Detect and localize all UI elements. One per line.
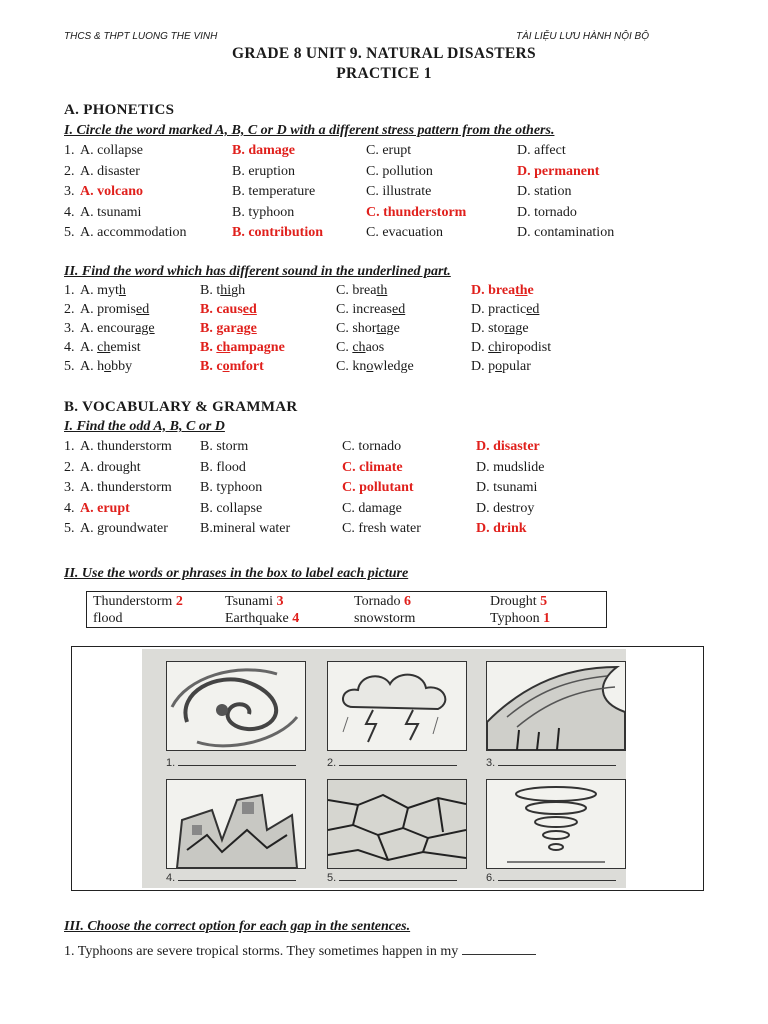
earthquake-picture [166,779,306,869]
section-b-heading: B. VOCABULARY & GRAMMAR [64,399,298,415]
option-d[interactable]: D. drink [476,521,527,536]
option-c[interactable]: C. erupt [366,143,412,158]
option-b[interactable]: B. flood [200,459,246,475]
underlined-part: hi [220,283,232,298]
question-number: 1. [64,439,75,454]
option-d[interactable]: D. popular [471,359,531,374]
option-c[interactable]: C. chaos [336,340,385,355]
option-a[interactable]: A. erupt [80,500,130,516]
option-d[interactable]: D. tsunami [476,480,538,495]
box-item: flood [93,611,123,626]
underlined-part: o [366,359,374,374]
option-b[interactable]: B. garage [200,321,257,336]
tornado-picture [486,779,626,869]
thunderstorm-picture [327,661,467,751]
option-d[interactable]: D. practiced [471,302,540,317]
underlined-part: ed [136,302,150,317]
option-a[interactable]: A. collapse [80,143,143,158]
option-c[interactable]: C. evacuation [366,225,443,240]
caption-3: 3. [486,757,616,769]
option-c[interactable]: C. thunderstorm [366,204,467,220]
option-c[interactable]: C. shortage [336,321,400,336]
option-c[interactable]: C. tornado [342,439,402,454]
drought-picture [327,779,467,869]
disaster-photo [142,649,626,888]
option-b[interactable]: B.mineral water [200,521,291,536]
option-a[interactable]: A. hobby [80,359,133,374]
option-d[interactable]: D. tornado [517,204,577,220]
box-item: Tornado 6 [354,594,411,609]
option-b[interactable]: B. eruption [232,163,295,179]
section-b-part1-instruction: I. Find the odd A, B, C or D [64,419,225,434]
question-number: 3. [64,321,75,336]
box-item: snowstorm [354,611,416,626]
question-number: 2. [64,163,75,179]
underlined-part: ed [391,302,406,317]
underlined-part: tag [376,321,394,336]
section-a-part2-instruction: II. Find the word which has different sound in the underlined part. [64,264,451,279]
question-number: 1. [64,283,75,298]
option-b[interactable]: B. temperature [232,184,316,199]
question-number: 5. [64,225,75,240]
option-a[interactable]: A. disaster [80,163,140,179]
header-school: THCS & THPT LUONG THE VINH [64,31,218,42]
question-number: 5. [64,521,75,536]
underlined-part: ed [242,302,257,317]
header-note: TÀI LIỆU LƯU HÀNH NỘI BỘ [516,31,649,42]
option-c[interactable]: C. climate [342,459,403,475]
underlined-part: rag [504,321,523,336]
section-a-heading: A. PHONETICS [64,102,175,118]
option-d[interactable]: D. chiropodist [471,340,552,355]
option-a[interactable]: A. groundwater [80,521,168,536]
option-c[interactable]: C. illustrate [366,184,432,199]
option-a[interactable]: A. encourage [80,321,155,336]
underlined-part: o [495,359,503,374]
caption-2: 2. [327,757,457,769]
option-c[interactable]: C. pollutant [342,480,414,495]
option-b[interactable]: B. caused [200,302,257,317]
option-b[interactable]: B. contribution [232,225,324,240]
option-d[interactable]: D. contamination [517,225,615,240]
section-b-part3-instruction: III. Choose the correct option for each gap in the sentences. [64,919,411,934]
question-number: 4. [64,500,75,516]
option-c[interactable]: C. fresh water [342,521,421,536]
word-box [86,591,607,628]
option-a[interactable]: A. thunderstorm [80,480,172,495]
underlined-part: age [236,321,257,336]
option-c[interactable]: C. increased [336,302,406,317]
underlined-part: th [515,283,528,298]
typhoon-picture [166,661,306,751]
underlined-part: ch [216,340,231,355]
question-number: 2. [64,459,75,475]
box-item: Drought 5 [490,594,548,609]
option-b[interactable]: B. collapse [200,500,263,516]
option-d[interactable]: D. permanent [517,163,600,179]
option-c[interactable]: C. knowledge [336,359,414,374]
question-number: 5. [64,359,75,374]
underlined-part: o [104,359,112,374]
option-a[interactable]: A. accommodation [80,225,187,240]
option-a[interactable]: A. volcano [80,184,143,199]
question-number: 3. [64,184,75,199]
option-b[interactable]: B. damage [232,143,295,158]
option-b[interactable]: B. champagne [200,340,285,355]
underlined-part: h [118,283,126,298]
option-a[interactable]: A. drought [80,459,141,475]
underlined-part: o [222,359,230,374]
underlined-part: ch [352,340,366,355]
section-b-part2-instruction: II. Use the words or phrases in the box to label each picture [64,566,409,581]
underlined-part: age [135,321,155,336]
question-number: 3. [64,480,75,495]
option-d[interactable]: D. affect [517,143,566,158]
option-b[interactable]: B. thigh [200,283,246,298]
question-number: 2. [64,302,75,317]
option-c[interactable]: C. breath [336,283,388,298]
underlined-part: th [376,283,388,298]
option-a[interactable]: A. chemist [80,340,141,355]
option-d[interactable]: D. mudslide [476,459,545,475]
question-number: 4. [64,340,75,355]
option-d[interactable]: D. disaster [476,439,540,454]
caption-4: 4. [166,872,296,884]
option-d[interactable]: D. destroy [476,500,535,516]
option-d[interactable]: D. station [517,184,572,199]
option-a[interactable]: A. promised [80,302,150,317]
option-c[interactable]: C. damage [342,500,402,516]
option-a[interactable]: A. thunderstorm [80,439,172,454]
underlined-part: ed [526,302,540,317]
option-b[interactable]: B. typhoon [232,204,295,220]
section-a-part1-instruction: I. Circle the word marked A, B, C or D with a different stress pattern from the others. [64,123,555,138]
caption-1: 1. [166,757,296,769]
question-number: 4. [64,204,75,220]
picture-frame [71,646,704,891]
option-a[interactable]: A. tsunami [80,204,142,220]
box-item: Earthquake 4 [225,611,300,626]
underlined-part: ch [488,340,502,355]
option-b[interactable]: B. typhoon [200,480,263,495]
option-d[interactable]: D. breathe [471,283,534,298]
page-title: GRADE 8 UNIT 9. NATURAL DISASTERS [232,45,536,62]
option-d[interactable]: D. storage [471,321,529,336]
box-item: Thunderstorm 2 [93,594,183,609]
question-number: 1. [64,143,75,158]
box-item: Tsunami 3 [225,594,284,609]
page-subtitle: PRACTICE 1 [336,65,432,82]
box-item: Typhoon 1 [490,611,551,626]
option-a[interactable]: A. myth [80,283,126,298]
question-sentence: 1. Typhoons are severe tropical storms. They sometimes happen in my [64,944,536,960]
underlined-part: ch [97,340,111,355]
option-b[interactable]: B. comfort [200,359,264,374]
caption-5: 5. [327,872,457,884]
caption-6: 6. [486,872,616,884]
option-c[interactable]: C. pollution [366,163,433,179]
option-b[interactable]: B. storm [200,439,249,454]
tsunami-picture [486,661,626,751]
